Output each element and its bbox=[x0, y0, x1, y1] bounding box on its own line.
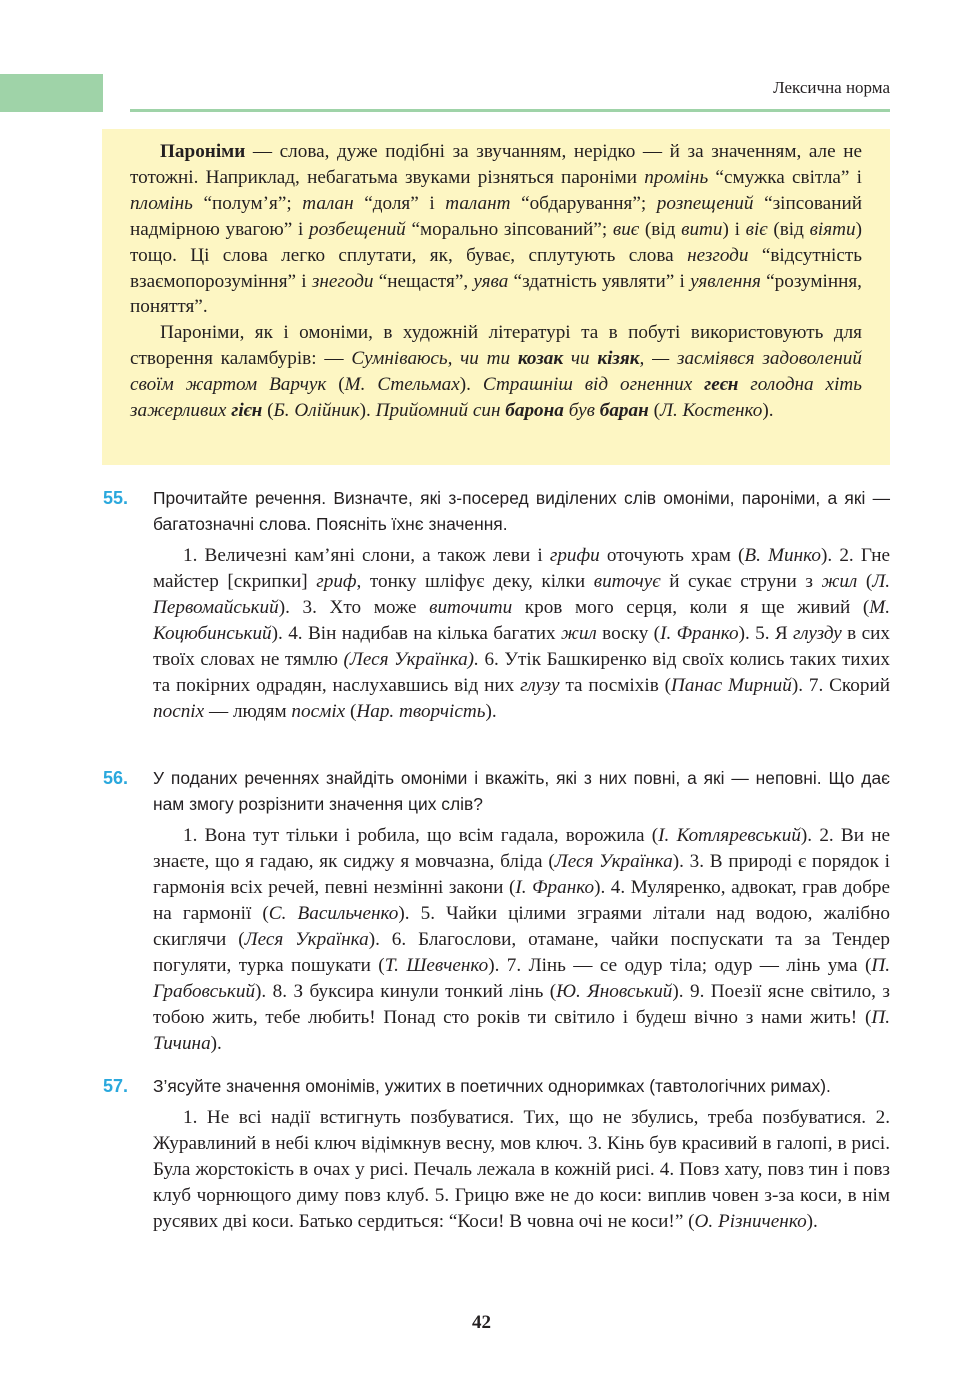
italic-run: В. Минко bbox=[744, 545, 821, 566]
text-run: ) і bbox=[722, 218, 746, 240]
italic-run: І. Котляревський bbox=[658, 825, 801, 846]
bold-italic-run: баран bbox=[599, 400, 649, 422]
bold-italic-run: барона bbox=[505, 400, 564, 422]
text-run: (від bbox=[767, 218, 810, 240]
italic-run: знегоди bbox=[311, 270, 374, 292]
text-run: ( bbox=[262, 400, 274, 422]
text-run: ). bbox=[210, 1033, 222, 1054]
italic-run: уява bbox=[473, 270, 509, 292]
exercise-57 bbox=[103, 1073, 890, 1235]
text-run: ). 4. Він надибав на кілька багатих bbox=[271, 623, 561, 644]
italic-run: П. Тичина bbox=[153, 1007, 890, 1054]
text-run: ). 7. Скорий bbox=[791, 675, 890, 696]
italic-run: був bbox=[563, 400, 600, 422]
italic-run: глузду bbox=[793, 623, 842, 644]
italic-run: голодна хіть зажерливих bbox=[130, 374, 862, 422]
italic-run: Нар. творчість bbox=[356, 701, 486, 722]
text-run: ). 5. Я bbox=[738, 623, 794, 644]
italic-run: жил bbox=[821, 571, 858, 592]
definition-paragraph bbox=[130, 139, 862, 320]
italic-run: Л. Костенко bbox=[659, 400, 763, 422]
text-run: , тонку шліфує деку, кілки bbox=[356, 571, 594, 592]
italic-run: виточує bbox=[593, 571, 661, 592]
italic-run: поспіх bbox=[153, 701, 205, 722]
italic-run: посміх bbox=[291, 701, 346, 722]
exercise-text bbox=[153, 543, 890, 725]
text-run: ). bbox=[806, 1211, 818, 1232]
exercise-55 bbox=[103, 485, 890, 725]
exercise-task: Прочитайте речення. Визначте, які з-посеред виділених слів омоніми, пароніми, а які — багатозначні слова. Поясніть їхнє значення. bbox=[153, 488, 890, 534]
text-run: ). 4. Муляренко, адвокат, грав добре на гармонії ( bbox=[153, 877, 890, 924]
text-run: — слова, дуже подібні за звучанням, нерідко — й за значенням, але не тотожні. Наприклад, небагатьма звуками різняться пароніми bbox=[130, 141, 862, 188]
text-run: ). 6. Благослови, отамане, чайки поспускати та за Тендер погуляти, турка пошукати ( bbox=[153, 929, 890, 976]
italic-run: розпещений bbox=[656, 192, 754, 214]
text-run: 6. Утік Башкиренко від своїх колись таких тихих та покірних одрадян, наслухавшись від них bbox=[153, 649, 890, 696]
text-run: Пароніми, як і омоніми, в художній літературі та в побуті використовують для створення каламбурів: — bbox=[130, 322, 862, 370]
bold-italic-run: кізяк bbox=[597, 348, 640, 370]
bold-run: Пароніми bbox=[160, 141, 246, 162]
exercise-number: 57. bbox=[103, 1076, 129, 1096]
text-run: кров мого серця, коли я ще живий ( bbox=[512, 597, 870, 618]
italic-run: талан bbox=[302, 192, 354, 214]
italic-run: віяти bbox=[809, 218, 856, 240]
text-run: ). 5. Чайки цілими зграями літали над водою, жалібно скиглячи ( bbox=[153, 903, 890, 950]
italic-run: Страшніш від огненних bbox=[482, 374, 705, 396]
italic-run: глузу bbox=[520, 675, 560, 696]
text-run: “обдарування”; bbox=[510, 192, 657, 214]
italic-run: пломінь bbox=[130, 192, 193, 214]
text-run: ). bbox=[485, 701, 497, 722]
text-run: ( bbox=[326, 374, 345, 396]
italic-run: грифи bbox=[549, 545, 600, 566]
text-run: ). bbox=[459, 374, 483, 396]
bold-italic-run: геєн bbox=[704, 374, 739, 396]
bold-italic-run: гієн bbox=[231, 400, 263, 422]
exercise-task: З’ясуйте значення омонімів, ужитих в поетичних одноримках (тавтологічних римах). bbox=[153, 1076, 831, 1096]
text-run: “доля” і bbox=[353, 192, 446, 214]
text-run: 1. Величезні кам’яні слони, а також леви і bbox=[183, 545, 550, 566]
italic-run: Сумніваюсь, чи ти bbox=[351, 348, 518, 370]
italic-run: чи bbox=[563, 348, 598, 370]
text-run: ). 2. Ви не знаєте, що я гадаю, як сиджу я мовчазна, бліда ( bbox=[153, 825, 890, 872]
italic-run: Прийомний син bbox=[375, 400, 506, 422]
header-rule bbox=[130, 109, 890, 112]
text-run: 1. Вона тут тільки і робила, що всім гадала, ворожила ( bbox=[183, 825, 659, 846]
italic-run: виточити bbox=[429, 597, 513, 618]
text-run: ( bbox=[648, 400, 660, 422]
text-run: “зіпсований надмірною увагою” і bbox=[130, 192, 862, 240]
text-run: ). 3. В природі є порядок і гармонія всіх речей, певні незмінні закони ( bbox=[153, 851, 890, 898]
text-run: “розуміння, поняття”. bbox=[130, 270, 862, 318]
text-run: ). bbox=[359, 400, 376, 422]
text-run: ( bbox=[857, 571, 873, 592]
exercise-56 bbox=[103, 765, 890, 1057]
text-run: ). bbox=[762, 400, 774, 422]
italic-run: І. Франко bbox=[515, 877, 595, 898]
italic-run: О. Різниченко bbox=[694, 1211, 807, 1232]
text-run: 1. Не всі надії встигнуть позбуватися. Тих, що не збулись, треба позбуватися. 2. Журавлиний в небі ключ відімкнув весну, мов ключ. 3. Кінь був красивий в галопі, в рисі. Була жорстокість в очах у рисі. Печаль лежала в кожній рисі. 4. Повз хату, повз тин і повз клуб чорнющого диму повз клуб. 5. Грицю вже не до коси: виплив човен з-за коси, в нім русявих дві коси. Батько сердиться: “Коси! В човна очі не коси!” ( bbox=[153, 1107, 890, 1232]
section-color-tab bbox=[0, 74, 103, 112]
italic-run: С. Васильченко bbox=[268, 903, 399, 924]
text-run: оточують храм ( bbox=[599, 545, 745, 566]
italic-run: П. Грабовський bbox=[153, 955, 890, 1002]
page-number: 42 bbox=[472, 1312, 491, 1333]
italic-run: промінь bbox=[644, 166, 709, 188]
italic-run: Леся Українка bbox=[244, 929, 369, 950]
italic-run: Панас Мирний bbox=[671, 675, 792, 696]
running-header: Лексична норма bbox=[773, 78, 890, 97]
italic-run: , — засміявся задоволений своїм жартом Варчук bbox=[130, 348, 862, 396]
italic-run: Т. Шевченко bbox=[384, 955, 489, 976]
italic-run: М. Коцюбинський bbox=[153, 597, 891, 644]
text-run: “здатність уявляти” і bbox=[508, 270, 691, 292]
italic-run: розбещений bbox=[309, 218, 406, 240]
italic-run: Л. Первомайський bbox=[153, 571, 891, 618]
italic-run: Б. Олійник bbox=[273, 400, 360, 422]
definition-paragraph bbox=[130, 320, 862, 424]
text-run: ). 8. З буксира кинули тонкий лінь ( bbox=[255, 981, 557, 1002]
bold-italic-run: козак bbox=[517, 348, 564, 370]
text-run: та посміхів ( bbox=[559, 675, 671, 696]
italic-run: жил bbox=[560, 623, 597, 644]
exercise-task: У поданих реченнях знайдіть омоніми і вкажіть, які з них повні, а які — неповні. Що дає нам змогу розрізнити значення цих слів? bbox=[153, 768, 890, 814]
italic-run: Ю. Яновський bbox=[556, 981, 673, 1002]
text-run: ( bbox=[345, 701, 357, 722]
text-run: ). 9. Поезії ясне світило, з тобою жить, тебе любить! Понад сто років ти світило і будеш вічно з нами жить! ( bbox=[153, 981, 890, 1028]
italic-run: талант bbox=[445, 192, 511, 214]
italic-run: (Леся Українка). bbox=[343, 649, 479, 670]
italic-run: виє bbox=[612, 218, 640, 240]
text-run: “відсутність взаємопорозуміння” і bbox=[130, 244, 862, 292]
text-run: “смужка світла” і bbox=[708, 166, 862, 188]
text-run: “морально зіпсований”; bbox=[405, 218, 613, 240]
text-run: “полум’я”; bbox=[192, 192, 303, 214]
text-run: — людям bbox=[204, 701, 292, 722]
italic-run: гриф bbox=[316, 571, 357, 592]
text-run: в сих твоїх словах не тямлю bbox=[153, 623, 890, 670]
exercise-text bbox=[153, 823, 890, 1057]
paronyms-definition-box bbox=[102, 129, 890, 465]
exercise-number: 56. bbox=[103, 768, 129, 788]
text-run: (від bbox=[639, 218, 682, 240]
text-run: ) тощо. Ці слова легко сплутати, як, буває, сплутують слова bbox=[130, 218, 863, 266]
text-run: “нещастя”, bbox=[373, 270, 474, 292]
exercise-text bbox=[153, 1105, 890, 1235]
exercise-number: 55. bbox=[103, 488, 129, 508]
italic-run: віє bbox=[745, 218, 768, 240]
text-run: ). 7. Лінь — се одур тіла; одур — лінь ума ( bbox=[488, 955, 872, 976]
italic-run: І. Франко bbox=[660, 623, 739, 644]
italic-run: Леся Українка bbox=[554, 851, 673, 872]
text-run: воску ( bbox=[596, 623, 661, 644]
italic-run: уявлення bbox=[690, 270, 761, 292]
italic-run: незгоди bbox=[687, 244, 749, 266]
italic-run: вити bbox=[681, 218, 723, 240]
text-run: ). 2. Гне майстер [скрипки] bbox=[153, 545, 890, 592]
text-run: ). 3. Хто може bbox=[278, 597, 430, 618]
italic-run: М. Стельмах bbox=[344, 374, 460, 396]
text-run: й сукає струни з bbox=[660, 571, 822, 592]
